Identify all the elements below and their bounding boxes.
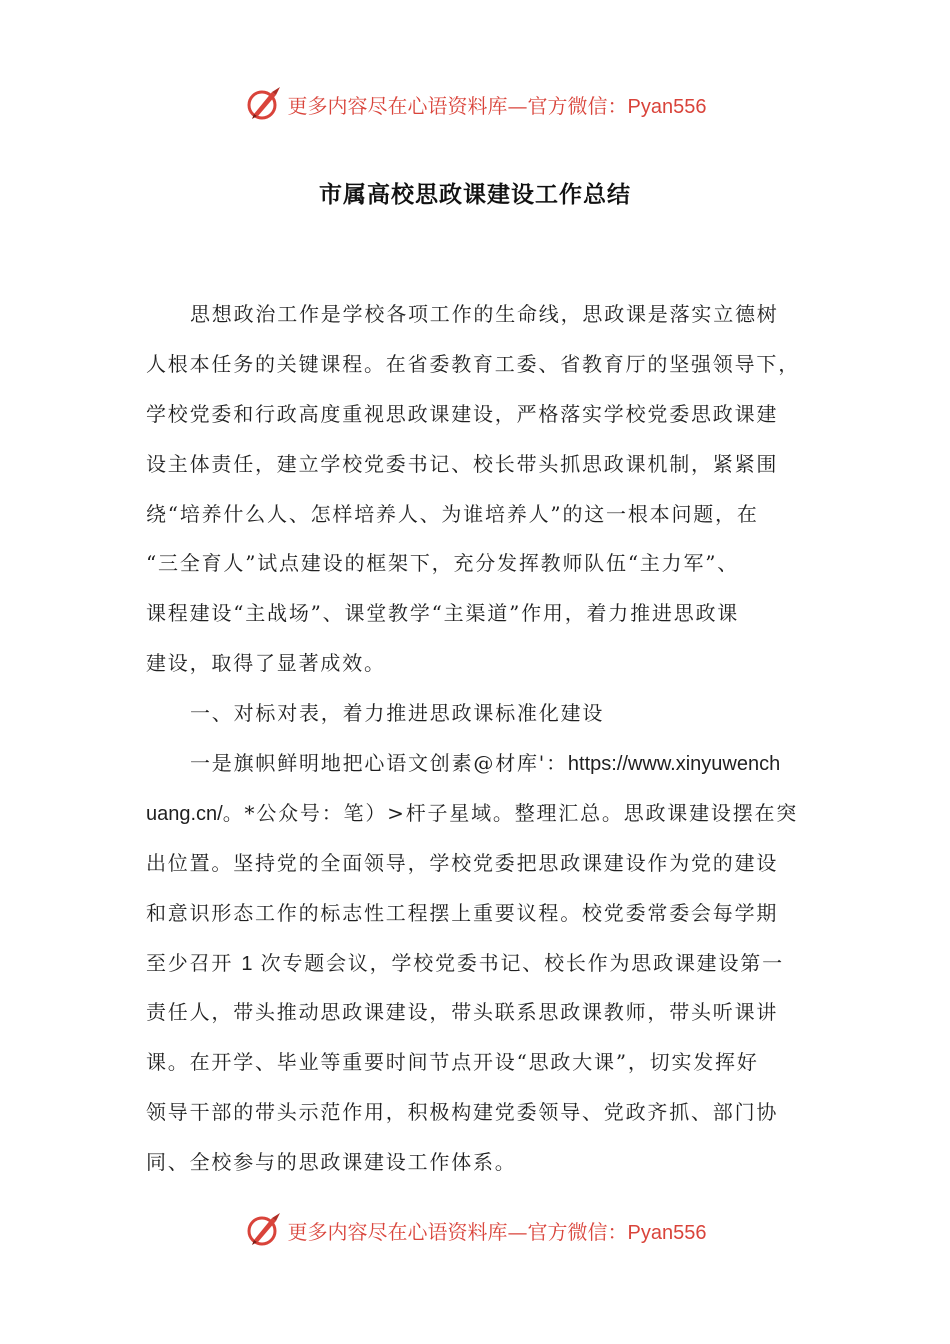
body-line: 建设，取得了显著成效。 [146, 651, 386, 676]
banner-text-cn: 更多内容尽在心语资料库—官方微信： [287, 93, 628, 118]
url-text: https://www.xinyuwench [567, 753, 781, 776]
body-line: 领导干部的带头示范作用，积极构建党委领导、党政齐抓、部门协 [146, 1100, 779, 1125]
body-line: 和意识形态工作的标志性工程摆上重要议程。校党委常委会每学期 [146, 900, 779, 925]
body-line: 设主体责任，建立学校党委书记、校长带头抓思政课机制，紧紧围 [146, 451, 779, 476]
footer-banner [0, 1208, 950, 1252]
section-heading: 一、对标对表，着力推进思政课标准化建设 [190, 701, 605, 726]
document-body [146, 290, 810, 1188]
body-line [146, 939, 810, 989]
header-banner [0, 82, 950, 126]
body-line: 绕“培养什么人、怎样培养人、为谁培养人”的这一根本问题，在 [146, 501, 759, 526]
number-text: 1 [241, 952, 253, 975]
body-line: 思想政治工作是学校各项工作的生命线，思政课是落实立德树 [190, 302, 779, 326]
document-title: 市属高校思政课建设工作总结 [319, 182, 631, 208]
banner-wechat-id: Pyan556 [627, 95, 707, 118]
body-line: 学校党委和行政高度重视思政课建设，严格落实学校党委思政课建 [146, 401, 779, 426]
body-text: 。*公众号：笔）>杆子星域。整理汇总。思政课建设摆在突 [222, 800, 799, 825]
banner-text [288, 1216, 707, 1245]
quill-pen-logo-icon [244, 84, 284, 124]
body-line: 课程建设“主战场”、课堂教学“主渠道”作用，着力推进思政课 [146, 601, 740, 626]
body-line: 同、全校参与的思政课建设工作体系。 [146, 1150, 517, 1175]
body-text: 至少召开 [146, 950, 234, 975]
banner-text-cn: 更多内容尽在心语资料库—官方微信： [287, 1219, 628, 1244]
body-line: 出位置。坚持党的全面领导，学校党委把思政课建设作为党的建设 [146, 850, 779, 875]
url-text: uang.cn/ [146, 802, 223, 825]
body-line: 责任人，带头推动思政课建设，带头联系思政课教师，带头听课讲 [146, 1000, 779, 1025]
body-line [146, 789, 810, 839]
body-line: 人根本任务的关键课程。在省委教育工委、省教育厅的坚强领导下， [146, 351, 800, 376]
body-line: “三全育人”试点建设的框架下，充分发挥教师队伍“主力军”、 [146, 551, 740, 576]
body-text: 次专题会议，学校党委书记、校长作为思政课建设第一 [260, 950, 784, 975]
body-line: 课。在开学、毕业等重要时间节点开设“思政大课”，切实发挥好 [146, 1050, 759, 1075]
banner-text [288, 90, 707, 119]
banner-wechat-id: Pyan556 [627, 1221, 707, 1244]
quill-pen-logo-icon [244, 1210, 284, 1250]
body-line [146, 739, 810, 789]
body-text: 一是旗帜鲜明地把心语文创素@材库'： [190, 751, 568, 776]
